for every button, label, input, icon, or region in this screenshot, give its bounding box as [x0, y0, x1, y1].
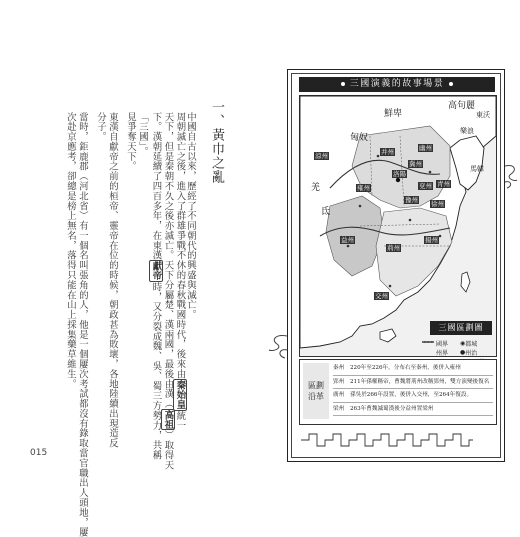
- history-rows: [333, 362, 493, 416]
- title-dot-left: [341, 82, 345, 86]
- cloud-ornament-right: [503, 160, 519, 190]
- label-yanzhou: 兗州: [419, 182, 432, 190]
- wu-territory: [376, 208, 452, 296]
- cloud-ornament-left: [267, 330, 289, 360]
- history-row: 郢州 211年孫權稱帝，曹魏將荊州改稱郢州，雙方演變後復名: [333, 376, 493, 390]
- map-area: [299, 95, 497, 357]
- label-jizhou: 冀州: [409, 160, 422, 168]
- taiwan-island: [461, 272, 470, 292]
- label-lelang: 樂浪: [460, 127, 474, 135]
- label-yongzhou: 雍州: [357, 184, 370, 192]
- highlight-xian-di: 獻帝: [150, 261, 162, 282]
- label-yuzhou: 豫州: [405, 196, 418, 204]
- label-qiang: 羌: [309, 182, 319, 191]
- label-gaogouli: 高句麗: [448, 101, 476, 111]
- legend-row-2: 州界 ● 州治: [436, 349, 478, 357]
- label-luoyang: 洛陽: [393, 170, 406, 178]
- label-dongtuo: 東沃: [476, 111, 490, 119]
- history-table: [299, 359, 497, 425]
- map-panel: [287, 69, 505, 462]
- label-bingzhou: 并州: [381, 148, 394, 156]
- label-xiongnu: 匈奴: [350, 133, 369, 143]
- label-xianbei: 鮮卑: [384, 109, 403, 119]
- hainan-island: [380, 329, 396, 342]
- label-mahan: 馬韓: [470, 165, 484, 173]
- label-jingzhou: 荊州: [387, 244, 400, 252]
- label-di: 氐: [319, 206, 329, 215]
- page-number: 015: [30, 448, 48, 458]
- label-jiaozhou: 交州: [375, 292, 388, 300]
- text-column-7: 東漢自獻帝之前的桓帝、靈帝在位的時候，朝政甚為敗壞，各地陸續出現造反: [107, 112, 118, 449]
- decorative-border-pattern: [299, 430, 495, 450]
- text-column-5: 「三國」。: [137, 112, 148, 157]
- division-title: 三國區劃圖: [430, 321, 492, 335]
- text-column-1: 中國自古以來，歷經了不同朝代的興盛與滅亡。: [185, 112, 196, 320]
- label-yangzhou: 揚州: [425, 236, 438, 244]
- label-liangzhou: 涼州: [315, 152, 328, 160]
- text-column-6: 見爭奪天下。: [125, 112, 136, 172]
- text-column-9: 當時，鉅鹿郡（河北省）有一個名叫張角的人，他是一個屢次考試都沒有錄取當官職出人頭地，屢: [77, 112, 88, 537]
- label-youzhou: 幽州: [419, 144, 432, 152]
- chapter-title: 一、黃巾之亂: [209, 100, 224, 184]
- history-row: 廣州 孫吳於266年設置，後併入交州，至264年復設。: [333, 389, 493, 403]
- history-row: 秦州 220年至226年，分布右至秦州，後併入雍州: [333, 362, 493, 376]
- title-dot-right: [449, 82, 453, 86]
- capital-marker: [396, 178, 400, 182]
- label-yizhou: 益州: [341, 236, 354, 244]
- legend-row-1: 國界 ◉ 都城: [436, 340, 478, 348]
- capital-icon: ◉: [460, 340, 466, 347]
- label-xuzhou: 徐州: [431, 200, 444, 208]
- text-column-2: 周朝滅亡之後，進入了群雄爭戰不休的春秋戰國時代，後來由秦始皇統一: [174, 112, 186, 431]
- map-title: 三國演義的故事場景: [299, 77, 495, 92]
- label-qingzhou: 青州: [437, 180, 450, 188]
- state-seat-icon: ●: [460, 349, 466, 356]
- text-column-8: 分子。: [95, 112, 106, 142]
- text-column-3: 天下，但是秦朝不久之後亦滅亡。天下分屬楚、漢兩國，最後由漢（高祖）取得天: [162, 112, 174, 471]
- history-row: 梁州 263年曹魏滅蜀漢後分益州置梁州: [333, 403, 493, 417]
- history-label: 區劃 沿革: [303, 363, 329, 419]
- highlight-qin-shi-huang: 秦始皇: [174, 380, 186, 410]
- text-column-10: 次赴京應考，卻總是榜上無名，落得只能在山上採集藥草維生。: [65, 112, 76, 389]
- text-column-4: 下。漢朝延續了四百多年，在東漢獻帝時，又分裂成魏、吳、蜀三方勢力，共稱: [150, 112, 162, 461]
- highlight-gaozu: 高祖: [162, 409, 174, 430]
